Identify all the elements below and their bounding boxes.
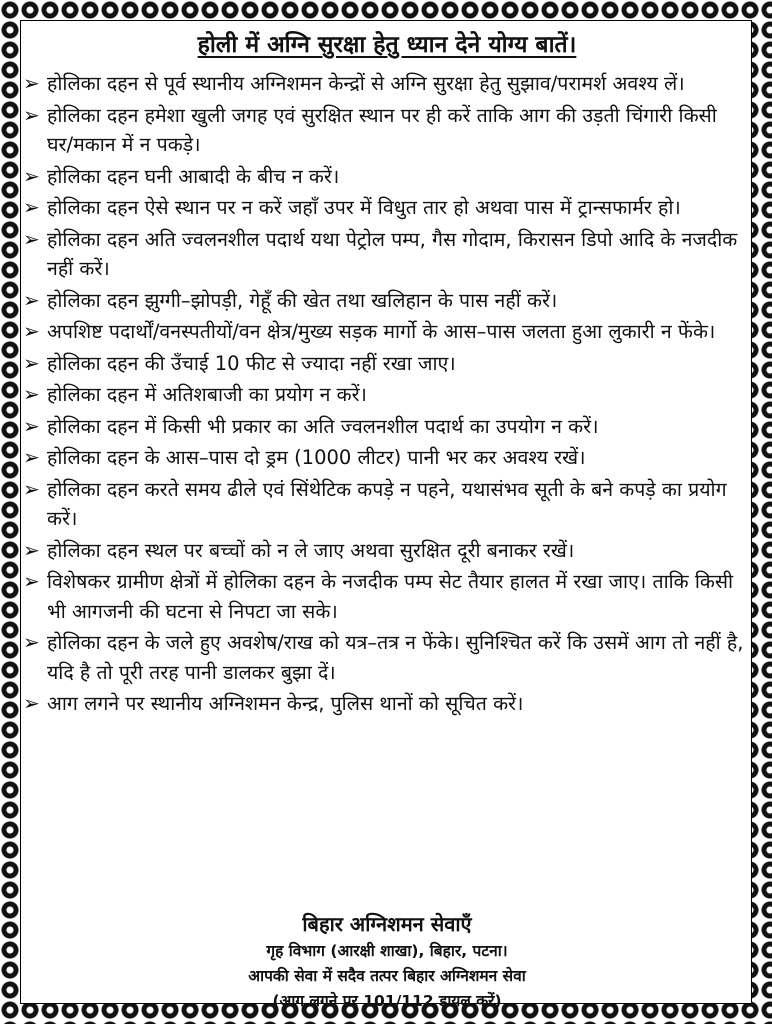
list-item: ➢ होलिका दहन करते समय ढीले एवं सिंथेटिक कपड़े न पहने, यथासंभव सूती के बने कपड़े का प्रयोग करें।	[23, 476, 727, 530]
list-item: ➢ होलिका दहन की उँचाई 10 फीट से ज्यादा नहीं रखा जाए।	[21, 349, 753, 379]
list-item: ➢ होलिका दहन स्थल पर बच्चों को न ले जाए अथवा सुरक्षित दूरी बनाकर रखें।	[21, 536, 753, 566]
arrow-bullet-icon: ➢	[23, 537, 40, 562]
list-item: ➢ होलिका दहन के आस–पास दो ड्रम (1000 लीटर) पानी भर कर अवश्य रखें।	[21, 443, 753, 473]
list-item: ➢ विशेषकर ग्रामीण क्षेत्रों में होलिका दहन के नजदीक पम्प सेट तैयार हालत में रखा जाए। ताकि किसी भी आगजनी की घटना से निपटा जा सके।	[23, 569, 734, 623]
list-item: ➢ होलिका दहन से पूर्व स्थानीय अग्निशमन केन्द्रों से अग्नि सुरक्षा हेतु सुझाव/परामर्श अवश्य लें।	[21, 69, 753, 99]
arrow-bullet-icon: ➢	[23, 102, 40, 127]
arrow-bullet-icon: ➢	[23, 195, 40, 219]
arrow-bullet-icon: ➢	[23, 287, 40, 312]
arrow-bullet-icon: ➢	[23, 226, 40, 251]
list-item: ➢ होलिका दहन हमेशा खुली जगह एवं सुरक्षित स्थान पर ही करें ताकि आग की उड़ती चिंगारी किसी घर/मकान में न पकड़े।	[23, 102, 717, 156]
arrow-bullet-icon: ➢	[23, 319, 40, 343]
list-item: ➢ अपशिष्ट पदार्थों/वनस्पतीयों/वन क्षेत्र/मुख्य सड़क मार्गो के आस–पास जलता हुआ लुकारी न फेंके।	[21, 317, 753, 347]
safety-tips-list	[21, 69, 753, 721]
arrow-bullet-icon: ➢	[23, 71, 40, 95]
page-title: होली में अग्नि सुरक्षा हेतु ध्यान देने योग्य बातें।	[197, 32, 577, 58]
arrow-bullet-icon: ➢	[23, 569, 40, 593]
notice-panel	[20, 20, 752, 1010]
arrow-bullet-icon: ➢	[23, 413, 40, 438]
list-item: ➢ होलिका दहन के जले हुए अवशेष/राख को यत्र–तत्र न फेंके। सुनिश्चित करें कि उसमें आग तो नहीं है, यदि है तो पूरी तरह पानी डालकर बुझा दें।	[23, 630, 744, 684]
list-item: ➢ आग लगने पर स्थानीय अग्निशमन केन्द्र, पुलिस थानों को सूचित करें।	[21, 689, 753, 719]
list-item: ➢ होलिका दहन घनी आबादी के बीच न करें।	[21, 162, 753, 192]
list-item: ➢ होलिका दहन ऐसे स्थान पर न करें जहाँ उपर में विधुत तार हो अथवा पास में ट्रान्सफार्मर हो।	[21, 193, 753, 223]
service-tagline: आपकी सेवा में सदैव तत्पर बिहार अग्निशमन सेवा	[248, 967, 526, 985]
emergency-dial-note: (आग लगने पर 101/112 डायल करें)	[272, 992, 502, 1010]
issuer-footer	[21, 909, 753, 1014]
arrow-bullet-icon: ➢	[23, 445, 40, 469]
list-item: ➢ होलिका दहन में अतिशबाजी का प्रयोग न करें।	[21, 380, 753, 410]
list-item: ➢ होलिका दहन झुग्गी–झोपड़ी, गेहूँ की खेत तथा खलिहान के पास नहीं करें।	[21, 286, 753, 316]
list-item: ➢ होलिका दहन अति ज्वलनशील पदार्थ यथा पेट्रोल पम्प, गैस गोदाम, किरासन डिपो आदि के नजदीक नहीं करें।	[23, 226, 738, 280]
arrow-bullet-icon: ➢	[23, 350, 40, 375]
arrow-bullet-icon: ➢	[23, 691, 40, 715]
list-item: ➢ होलिका दहन में किसी भी प्रकार का अति ज्वलनशील पदार्थ का उपयोग न करें।	[21, 412, 753, 442]
arrow-bullet-icon: ➢	[23, 476, 40, 501]
arrow-bullet-icon: ➢	[23, 382, 40, 406]
arrow-bullet-icon: ➢	[23, 163, 40, 188]
arrow-bullet-icon: ➢	[23, 630, 40, 654]
organization-name: बिहार अग्निशमन सेवाएँ	[302, 912, 472, 936]
department-line: गृह विभाग (आरक्षी शाखा), बिहार, पटना।	[266, 942, 508, 960]
